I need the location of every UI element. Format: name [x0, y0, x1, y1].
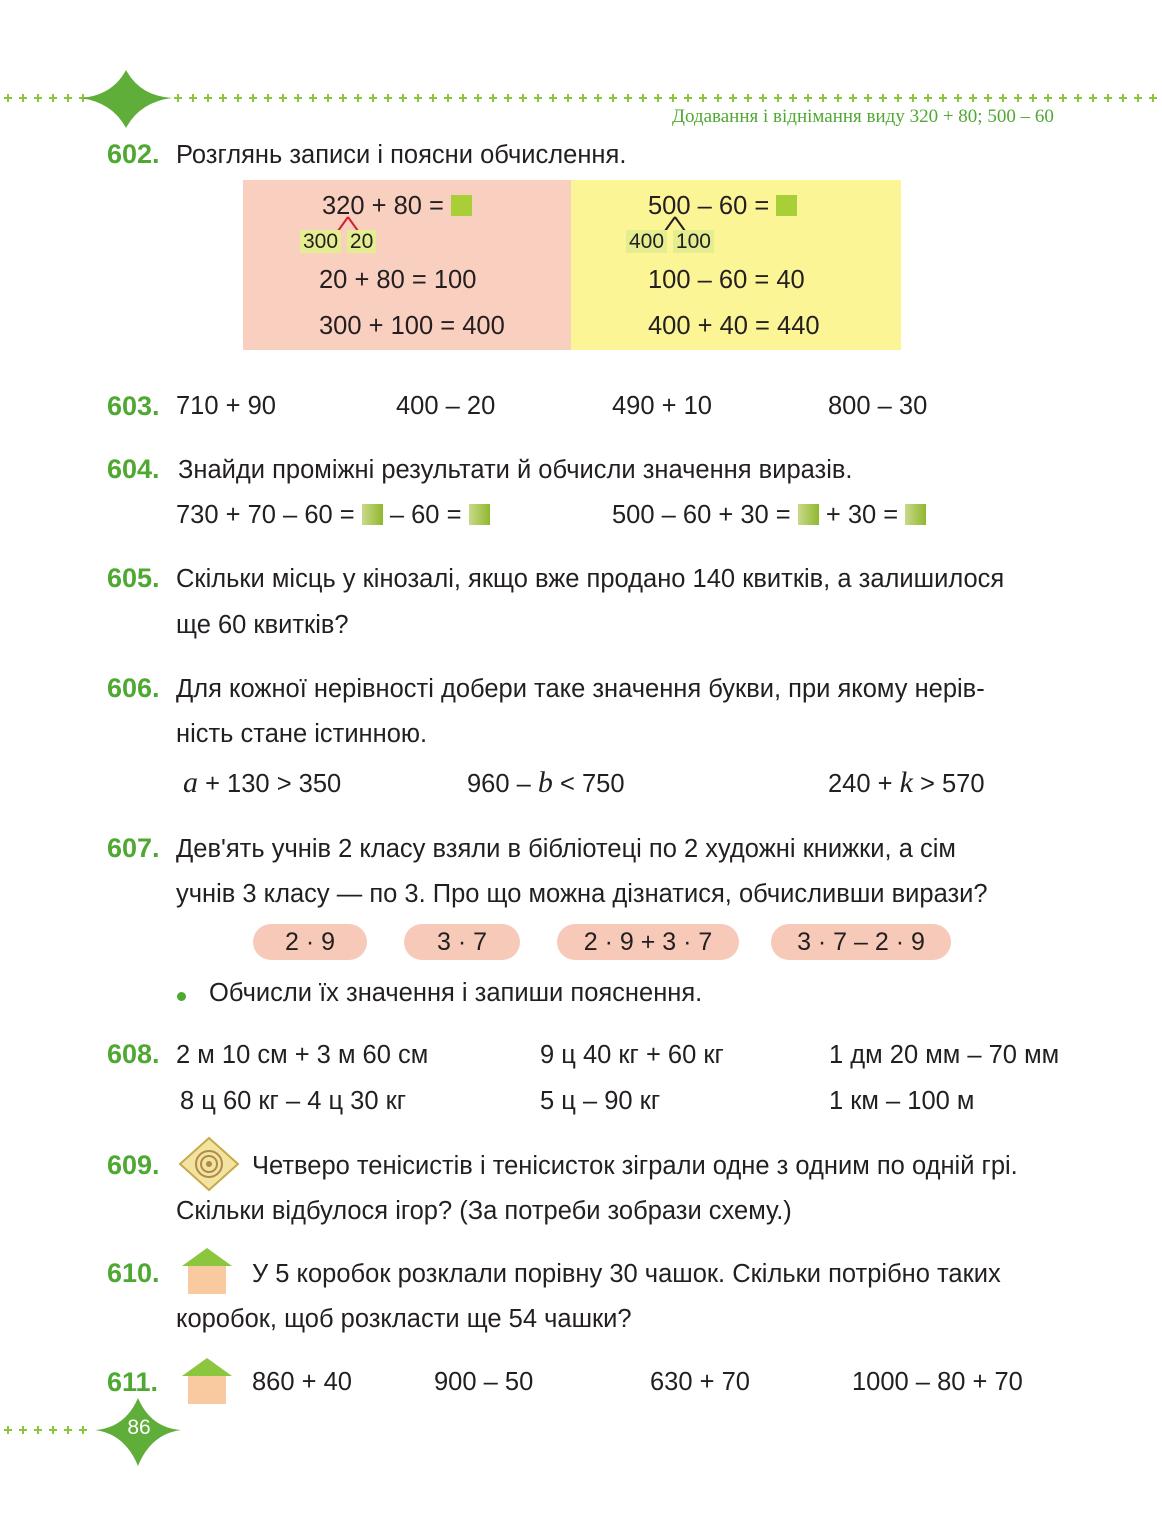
inequality-3: 240 + k > 570	[828, 766, 985, 799]
exercise-604-number: 604.	[107, 454, 160, 484]
answer-box	[798, 504, 819, 525]
exercise-604-expr-2: 500 – 60 + 30 = + 30 =	[612, 501, 926, 530]
expression-pill: 2 · 9	[253, 924, 367, 960]
homework-house-icon	[178, 1246, 236, 1296]
exercise-607-bullet-text: Обчисли їх значення і запиши пояснення.	[209, 979, 703, 1007]
expression-pill: 3 · 7 – 2 · 9	[771, 924, 951, 960]
exercise-608-item: 1 дм 20 мм – 70 мм	[829, 1041, 1060, 1069]
exercise-610-number: 610.	[107, 1258, 160, 1288]
homework-house-icon	[178, 1356, 236, 1406]
exercise-602-number: 602.	[107, 139, 160, 169]
exercise-610-line-2: коробок, щоб розкласти ще 54 чашки?	[176, 1305, 632, 1333]
exercise-608-number: 608.	[107, 1039, 160, 1069]
answer-box	[362, 504, 383, 525]
bullet-icon	[177, 988, 186, 1006]
exercise-611-number: 611.	[107, 1367, 159, 1397]
exercise-609-line-1: Четверо тенісистів і тенісисток зіграли одне з одним по одній грі.	[252, 1152, 1018, 1180]
right-step-2: 400 + 40 = 440	[648, 312, 820, 340]
exercise-608-item: 2 м 10 см + 3 м 60 см	[176, 1041, 429, 1069]
exercise-608-item: 5 ц – 90 кг	[540, 1087, 661, 1115]
left-expression: 320 + 80 =	[322, 192, 472, 221]
exercise-603-item: 710 + 90	[176, 392, 276, 420]
left-step-2: 300 + 100 = 400	[319, 312, 505, 340]
challenge-icon	[176, 1136, 242, 1192]
exercise-607-line-2: учнів 3 класу — по 3. Про що можна дізнатися, обчисливши вирази?	[176, 880, 988, 908]
exercise-608-item: 9 ц 40 кг + 60 кг	[540, 1041, 724, 1069]
right-expression: 500 – 60 =	[648, 192, 797, 221]
answer-box	[469, 504, 490, 525]
exercise-602-text: Розглянь записи і поясни обчислення.	[176, 141, 627, 169]
exercise-603-item: 800 – 30	[828, 392, 928, 420]
exercise-605-line-2: ще 60 квитків?	[176, 611, 349, 639]
answer-box	[451, 195, 472, 216]
exercise-608-item: 8 ц 60 кг – 4 ц 30 кг	[180, 1087, 407, 1115]
page-number: 86	[127, 1416, 151, 1439]
exercise-611-item: 900 – 50	[434, 1368, 534, 1396]
section-header: Додавання і віднімання виду 320 + 80; 500 – 60	[672, 106, 1054, 127]
exercise-604-expr-1: 730 + 70 – 60 = – 60 =	[176, 501, 490, 530]
exercise-611-item: 860 + 40	[252, 1368, 352, 1396]
exercise-611-item: 1000 – 80 + 70	[852, 1368, 1023, 1396]
exercise-609-number: 609.	[107, 1150, 160, 1180]
exercise-606-line-2: ність стане істинною.	[176, 720, 428, 748]
answer-box	[905, 504, 926, 525]
exercise-603-number: 603.	[107, 391, 160, 421]
right-split: 400 100	[626, 230, 714, 254]
exercise-610-line-1: У 5 коробок розклали порівну 30 чашок. Скільки потрібно таких	[252, 1260, 1001, 1288]
answer-box	[776, 195, 797, 216]
expression-pill: 3 · 7	[404, 924, 520, 960]
exercise-607-number: 607.	[107, 833, 160, 863]
bottom-border-decoration	[0, 1390, 200, 1470]
left-split: 300 20	[300, 230, 376, 254]
expression-pill: 2 · 9 + 3 · 7	[557, 924, 739, 960]
exercise-606-number: 606.	[107, 673, 160, 703]
inequality-2: 960 – b < 750	[467, 766, 625, 799]
right-step-1: 100 – 60 = 40	[648, 266, 805, 294]
exercise-607-line-1: Дев'ять учнів 2 класу взяли в бібліотеці по 2 художні книжки, а сім	[176, 835, 956, 863]
exercise-609-line-2: Скільки відбулося ігор? (За потреби зобрази схему.)	[176, 1197, 792, 1225]
exercise-604-text: Знайди проміжні результати й обчисли значення виразів.	[178, 456, 853, 484]
exercise-603-item: 490 + 10	[612, 392, 712, 420]
exercise-605-line-1: Скільки місць у кінозалі, якщо вже продано 140 квитків, а залишилося	[176, 565, 1005, 593]
exercise-606-line-1: Для кожної нерівності добери таке значення букви, при якому нерів-	[176, 675, 985, 703]
left-step-1: 20 + 80 = 100	[319, 266, 477, 294]
inequality-1: a + 130 > 350	[183, 766, 342, 799]
exercise-605-number: 605.	[107, 563, 160, 593]
exercise-603-item: 400 – 20	[396, 392, 496, 420]
exercise-608-item: 1 км – 100 м	[829, 1087, 975, 1115]
exercise-611-item: 630 + 70	[650, 1368, 750, 1396]
top-border-decoration	[0, 60, 1162, 140]
